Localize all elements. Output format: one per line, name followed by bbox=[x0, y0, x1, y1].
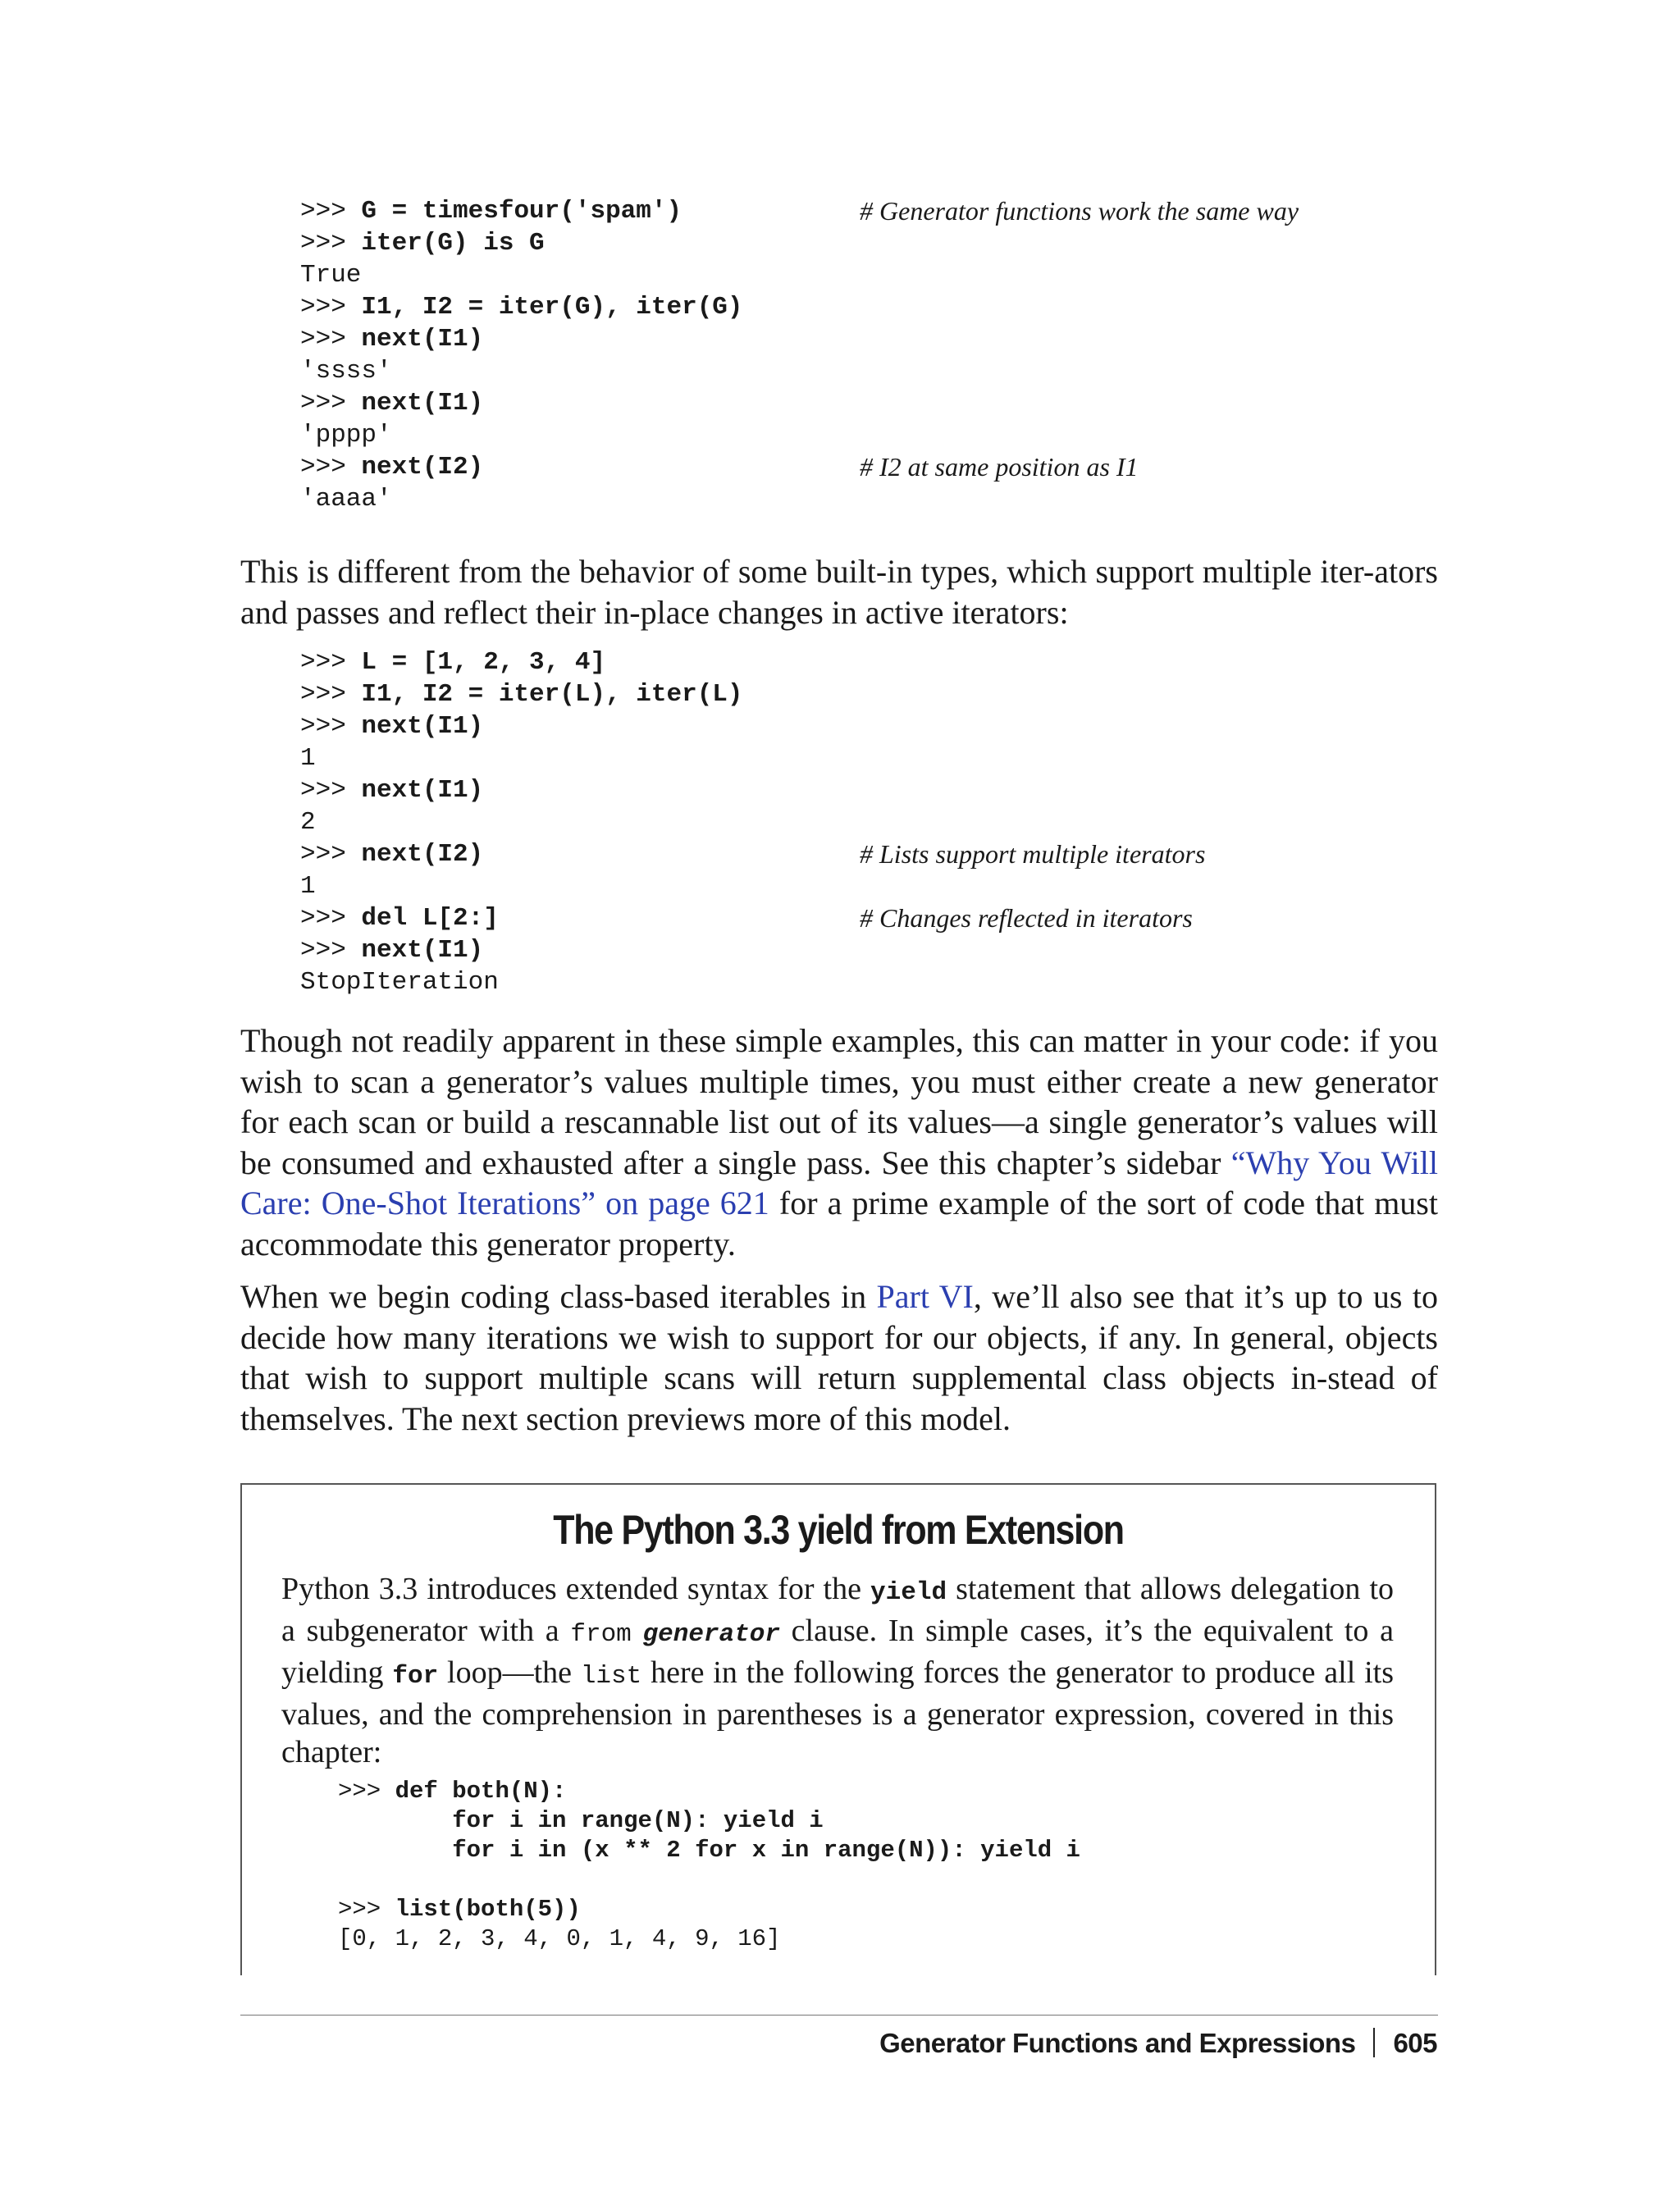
code-line bbox=[300, 678, 743, 710]
code-prompt: >>> bbox=[300, 936, 362, 965]
footer-chapter-title: Generator Functions and Expressions bbox=[879, 2028, 1356, 2058]
sidebar-paragraph bbox=[281, 1570, 1394, 1771]
sidebar-title: The Python 3.3 yield from Extension bbox=[553, 1507, 1124, 1553]
code-comment: # Changes reflected in iterators bbox=[860, 903, 1193, 933]
code-output: 'pppp' bbox=[300, 421, 392, 450]
code-prompt: >>> bbox=[300, 197, 362, 226]
code-output: 1 bbox=[300, 744, 316, 773]
paragraph-text: Though not readily apparent in these simple examples, this can matter in your code: if you wish to scan a generator’s values multiple times, you must either create a new generator for each scan or build a rescannable list out of its values—a single generator’s values will be consumed and exhausted after a single pass. See this chapter’s sidebar bbox=[240, 1022, 1438, 1181]
code-line bbox=[300, 742, 743, 774]
code-line bbox=[300, 902, 1193, 934]
code-line bbox=[300, 710, 743, 742]
code-command: for i in range(N): yield i bbox=[452, 1807, 824, 1834]
footer-divider bbox=[240, 2015, 1438, 2016]
code-command: list(both(5)) bbox=[395, 1896, 581, 1923]
code-command: I1, I2 = iter(L), iter(L) bbox=[361, 680, 743, 709]
code-output: 2 bbox=[300, 808, 316, 837]
code-command: next(I1) bbox=[361, 325, 484, 354]
code-block-yield-from bbox=[338, 1777, 1080, 1954]
code-output: [0, 1, 2, 3, 4, 0, 1, 4, 9, 16] bbox=[338, 1925, 781, 1952]
code-comment: # I2 at same position as I1 bbox=[860, 452, 1139, 482]
paragraph-text: for a prime example of the sort of code that must accommodate this generator property. bbox=[240, 1185, 1438, 1262]
page-number: 605 bbox=[1393, 2028, 1437, 2058]
code-line bbox=[300, 259, 743, 291]
code-inline: list bbox=[580, 1662, 642, 1691]
code-prompt: >>> bbox=[300, 325, 362, 354]
code-line bbox=[300, 838, 1206, 870]
code-line bbox=[338, 1836, 1080, 1865]
footer-separator bbox=[1373, 2028, 1375, 2057]
code-output: 'aaaa' bbox=[300, 485, 392, 514]
code-line bbox=[338, 1924, 1080, 1954]
code-line bbox=[300, 323, 743, 355]
text: clause. In simple cases, it’s the equivalent to a yielding bbox=[281, 1614, 1395, 1690]
code-command: iter(G) is G bbox=[361, 229, 545, 258]
code-prompt: >>> bbox=[300, 389, 362, 418]
code-command: I1, I2 = iter(G), iter(G) bbox=[361, 293, 743, 322]
code-line bbox=[300, 419, 743, 451]
code-prompt: >>> bbox=[338, 1896, 395, 1923]
code-line bbox=[300, 774, 743, 806]
code-block-generator-iter bbox=[300, 195, 1299, 515]
code-inline: for bbox=[392, 1662, 439, 1691]
code-command: next(I1) bbox=[361, 936, 484, 965]
code-line bbox=[338, 1806, 1080, 1836]
code-inline: yield bbox=[870, 1578, 947, 1607]
code-command: next(I1) bbox=[361, 776, 484, 805]
code-inline: from bbox=[570, 1620, 632, 1649]
code-line bbox=[300, 387, 743, 419]
code-line bbox=[300, 227, 743, 259]
code-line bbox=[300, 646, 743, 678]
code-prompt: >>> bbox=[300, 229, 362, 258]
code-command: for i in (x ** 2 for x in range(N)): yield i bbox=[452, 1837, 1080, 1864]
code-prompt: >>> bbox=[300, 904, 362, 933]
code-line bbox=[300, 966, 743, 998]
paragraph-builtin-types: This is different from the behavior of some built-in types, which support multiple iter-ators and passes and reflect their in-place changes in active iterators: bbox=[240, 553, 1438, 631]
code-line bbox=[300, 195, 1299, 227]
code-comment: # Generator functions work the same way bbox=[860, 196, 1299, 226]
page-footer bbox=[879, 2028, 1437, 2059]
code-prompt: >>> bbox=[300, 293, 362, 322]
text: Python 3.3 introduces extended syntax for the bbox=[281, 1572, 871, 1606]
code-prompt bbox=[338, 1837, 452, 1864]
code-prompt: >>> bbox=[338, 1778, 395, 1805]
code-prompt: >>> bbox=[300, 840, 362, 869]
code-command: def both(N): bbox=[395, 1778, 567, 1805]
text: loop—the bbox=[438, 1655, 581, 1690]
code-prompt: >>> bbox=[300, 680, 362, 709]
code-command: del L[2:] bbox=[361, 904, 499, 933]
code-prompt: >>> bbox=[300, 712, 362, 741]
code-line bbox=[300, 870, 743, 902]
code-line bbox=[300, 451, 1139, 483]
code-line bbox=[300, 483, 743, 515]
link-part-vi[interactable]: Part VI bbox=[876, 1278, 974, 1315]
code-line bbox=[300, 806, 743, 838]
code-prompt: >>> bbox=[300, 453, 362, 482]
code-line bbox=[300, 934, 743, 966]
code-output: 1 bbox=[300, 872, 316, 901]
paragraph-one-shot bbox=[240, 1020, 1438, 1264]
paragraph-class-iterables bbox=[240, 1276, 1438, 1439]
code-output: True bbox=[300, 261, 362, 290]
code-comment: # Lists support multiple iterators bbox=[860, 839, 1206, 869]
code-output: 'ssss' bbox=[300, 357, 392, 386]
code-command: next(I2) bbox=[361, 840, 484, 869]
code-inline-italic: generator bbox=[642, 1620, 780, 1649]
code-line bbox=[300, 291, 743, 323]
text: statement that allows delegation to a subgenerator with a bbox=[281, 1572, 1394, 1648]
code-prompt: >>> bbox=[300, 776, 362, 805]
code-command: G = timesfour('spam') bbox=[361, 197, 682, 226]
code-prompt: >>> bbox=[300, 648, 362, 677]
code-line bbox=[338, 1865, 1080, 1895]
code-prompt bbox=[338, 1807, 452, 1834]
code-block-list-iter bbox=[300, 646, 1206, 998]
text: here in the following forces the generator to produce all its values, and the comprehension in parentheses is a generator expression, covered in this chapter: bbox=[281, 1655, 1395, 1769]
code-command: L = [1, 2, 3, 4] bbox=[361, 648, 606, 677]
code-command: next(I1) bbox=[361, 389, 484, 418]
code-output: StopIteration bbox=[300, 968, 499, 997]
code-line bbox=[338, 1777, 1080, 1806]
code-line bbox=[300, 355, 743, 387]
code-line bbox=[338, 1895, 1080, 1924]
link-one-shot-iterations[interactable]: “Why You Will Care: One-Shot Iterations” on page 621 bbox=[240, 1144, 1438, 1221]
code-command: next(I1) bbox=[361, 712, 484, 741]
paragraph-text: When we begin coding class-based iterables in bbox=[240, 1278, 877, 1315]
paragraph-text: , we’ll also see that it’s up to us to decide how many iterations we wish to support for our objects, if any. In general, objects that wish to support multiple scans will return supplemental class objects in-stead of themselves. The next section previews more of this model. bbox=[240, 1278, 1439, 1437]
code-command: next(I2) bbox=[361, 453, 484, 482]
